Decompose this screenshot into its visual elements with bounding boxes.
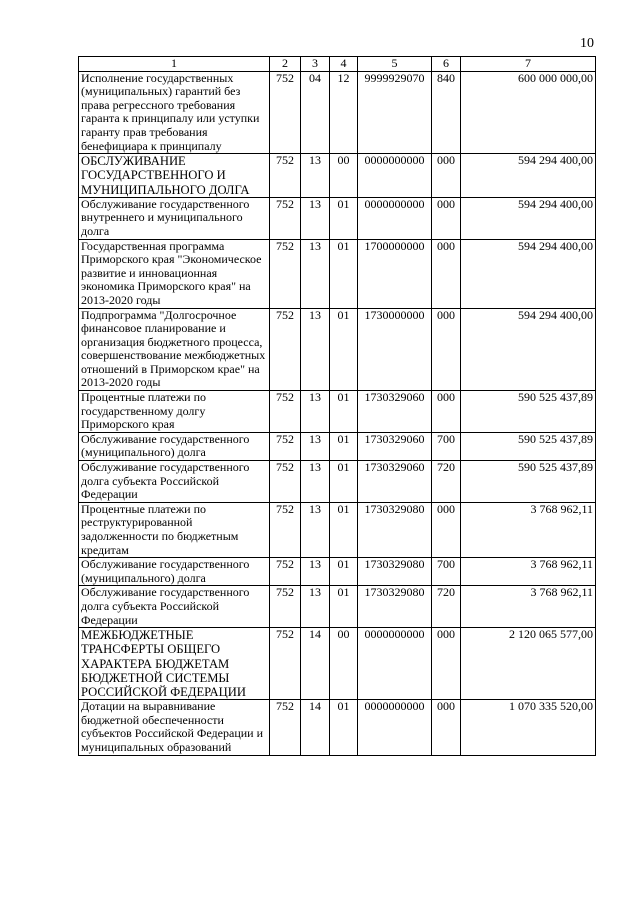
- row-code-5: 0000000000: [358, 628, 432, 700]
- row-code-2: 752: [270, 502, 301, 557]
- header-col-7: 7: [461, 57, 596, 72]
- row-amount: 3 768 962,11: [461, 502, 596, 557]
- row-name: Исполнение государственных (муниципальных) гарантий без права регрессного требования гаранта к принципалу или уступки гаранту прав требования бенефициара к принципалу: [79, 71, 270, 154]
- row-amount: 594 294 400,00: [461, 197, 596, 239]
- row-name: Государственная программа Приморского края "Экономическое развитие и инновационная экономика Приморского края" на 2013-2020 годы: [79, 239, 270, 308]
- header-col-1: 1: [79, 57, 270, 72]
- header-col-6: 6: [432, 57, 461, 72]
- table-row: [79, 558, 596, 586]
- row-amount: 2 120 065 577,00: [461, 628, 596, 700]
- row-code-5: 0000000000: [358, 700, 432, 755]
- row-code-4: 01: [330, 432, 358, 460]
- row-code-2: 752: [270, 700, 301, 755]
- row-amount: 1 070 335 520,00: [461, 700, 596, 755]
- table-row: [79, 432, 596, 460]
- row-code-2: 752: [270, 558, 301, 586]
- row-name: Обслуживание государственного долга субъекта Российской Федерации: [79, 461, 270, 503]
- row-code-4: 01: [330, 308, 358, 391]
- row-name: ОБСЛУЖИВАНИЕ ГОСУДАРСТВЕННОГО И МУНИЦИПАЛЬНОГО ДОЛГА: [79, 154, 270, 198]
- row-code-4: 01: [330, 197, 358, 239]
- table-row: [79, 586, 596, 628]
- row-code-5: 1730000000: [358, 308, 432, 391]
- row-code-2: 752: [270, 308, 301, 391]
- row-code-5: 1730329060: [358, 432, 432, 460]
- row-amount: 590 525 437,89: [461, 432, 596, 460]
- row-name: Обслуживание государственного (муниципального) долга: [79, 432, 270, 460]
- row-name: Дотации на выравнивание бюджетной обеспеченности субъектов Российской Федерации и муниципальных образований: [79, 700, 270, 755]
- row-code-4: 01: [330, 461, 358, 503]
- row-amount: 594 294 400,00: [461, 308, 596, 391]
- row-name: Обслуживание государственного долга субъекта Российской Федерации: [79, 586, 270, 628]
- table-row: [79, 700, 596, 755]
- row-code-5: 1730329060: [358, 391, 432, 433]
- row-code-4: 12: [330, 71, 358, 154]
- row-code-3: 13: [301, 154, 330, 198]
- row-code-2: 752: [270, 628, 301, 700]
- row-code-4: 01: [330, 700, 358, 755]
- row-code-3: 13: [301, 239, 330, 308]
- row-name: Процентные платежи по реструктурированной задолженности по бюджетным кредитам: [79, 502, 270, 557]
- row-code-6: 720: [432, 586, 461, 628]
- row-code-3: 04: [301, 71, 330, 154]
- row-code-3: 14: [301, 628, 330, 700]
- row-code-6: 720: [432, 461, 461, 503]
- row-code-2: 752: [270, 71, 301, 154]
- table-row: [79, 71, 596, 154]
- row-code-3: 13: [301, 502, 330, 557]
- table-row: [79, 197, 596, 239]
- row-code-2: 752: [270, 197, 301, 239]
- row-code-3: 13: [301, 432, 330, 460]
- row-amount: 600 000 000,00: [461, 71, 596, 154]
- row-code-3: 13: [301, 197, 330, 239]
- row-amount: 594 294 400,00: [461, 239, 596, 308]
- row-code-2: 752: [270, 586, 301, 628]
- table-row: [79, 391, 596, 433]
- header-col-5: 5: [358, 57, 432, 72]
- row-code-5: 1730329060: [358, 461, 432, 503]
- row-code-5: 1730329080: [358, 558, 432, 586]
- row-code-6: 000: [432, 391, 461, 433]
- row-code-2: 752: [270, 239, 301, 308]
- row-code-3: 13: [301, 308, 330, 391]
- page-number: 10: [580, 36, 594, 51]
- row-code-6: 000: [432, 197, 461, 239]
- row-code-4: 01: [330, 502, 358, 557]
- row-code-6: 700: [432, 432, 461, 460]
- row-code-5: 9999929070: [358, 71, 432, 154]
- row-code-3: 13: [301, 461, 330, 503]
- table-row: [79, 502, 596, 557]
- row-code-6: 700: [432, 558, 461, 586]
- row-name: МЕЖБЮДЖЕТНЫЕ ТРАНСФЕРТЫ ОБЩЕГО ХАРАКТЕРА БЮДЖЕТАМ БЮДЖЕТНОЙ СИСТЕМЫ РОССИЙСКОЙ ФЕДЕРАЦИИ: [79, 628, 270, 700]
- row-code-4: 00: [330, 154, 358, 198]
- header-col-2: 2: [270, 57, 301, 72]
- row-code-6: 000: [432, 502, 461, 557]
- row-name: Подпрограмма "Долгосрочное финансовое планирование и организация бюджетного процесса, совершенствование межбюджетных отношений в Приморском крае" на 2013-2020 годы: [79, 308, 270, 391]
- row-code-3: 13: [301, 586, 330, 628]
- row-code-6: 000: [432, 700, 461, 755]
- budget-table: [78, 56, 596, 756]
- row-code-3: 13: [301, 558, 330, 586]
- row-code-5: 0000000000: [358, 154, 432, 198]
- row-code-3: 13: [301, 391, 330, 433]
- row-code-2: 752: [270, 461, 301, 503]
- row-amount: 3 768 962,11: [461, 558, 596, 586]
- row-name: Обслуживание государственного внутреннего и муниципального долга: [79, 197, 270, 239]
- row-code-2: 752: [270, 154, 301, 198]
- row-amount: 590 525 437,89: [461, 461, 596, 503]
- row-code-5: 1700000000: [358, 239, 432, 308]
- row-amount: 3 768 962,11: [461, 586, 596, 628]
- row-amount: 594 294 400,00: [461, 154, 596, 198]
- row-code-6: 000: [432, 308, 461, 391]
- row-name: Обслуживание государственного (муниципального) долга: [79, 558, 270, 586]
- table-row: [79, 154, 596, 198]
- row-name: Процентные платежи по государственному долгу Приморского края: [79, 391, 270, 433]
- table-row: [79, 461, 596, 503]
- table-row: [79, 239, 596, 308]
- table-header-row: [79, 57, 596, 72]
- row-code-6: 000: [432, 239, 461, 308]
- row-code-4: 01: [330, 391, 358, 433]
- table-row: [79, 308, 596, 391]
- row-code-6: 840: [432, 71, 461, 154]
- header-col-3: 3: [301, 57, 330, 72]
- row-code-2: 752: [270, 432, 301, 460]
- row-code-3: 14: [301, 700, 330, 755]
- row-code-2: 752: [270, 391, 301, 433]
- row-code-4: 01: [330, 239, 358, 308]
- row-code-6: 000: [432, 154, 461, 198]
- row-code-5: 1730329080: [358, 502, 432, 557]
- header-col-4: 4: [330, 57, 358, 72]
- row-amount: 590 525 437,89: [461, 391, 596, 433]
- table-row: [79, 628, 596, 700]
- row-code-4: 01: [330, 586, 358, 628]
- row-code-6: 000: [432, 628, 461, 700]
- row-code-5: 1730329080: [358, 586, 432, 628]
- row-code-5: 0000000000: [358, 197, 432, 239]
- row-code-4: 00: [330, 628, 358, 700]
- row-code-4: 01: [330, 558, 358, 586]
